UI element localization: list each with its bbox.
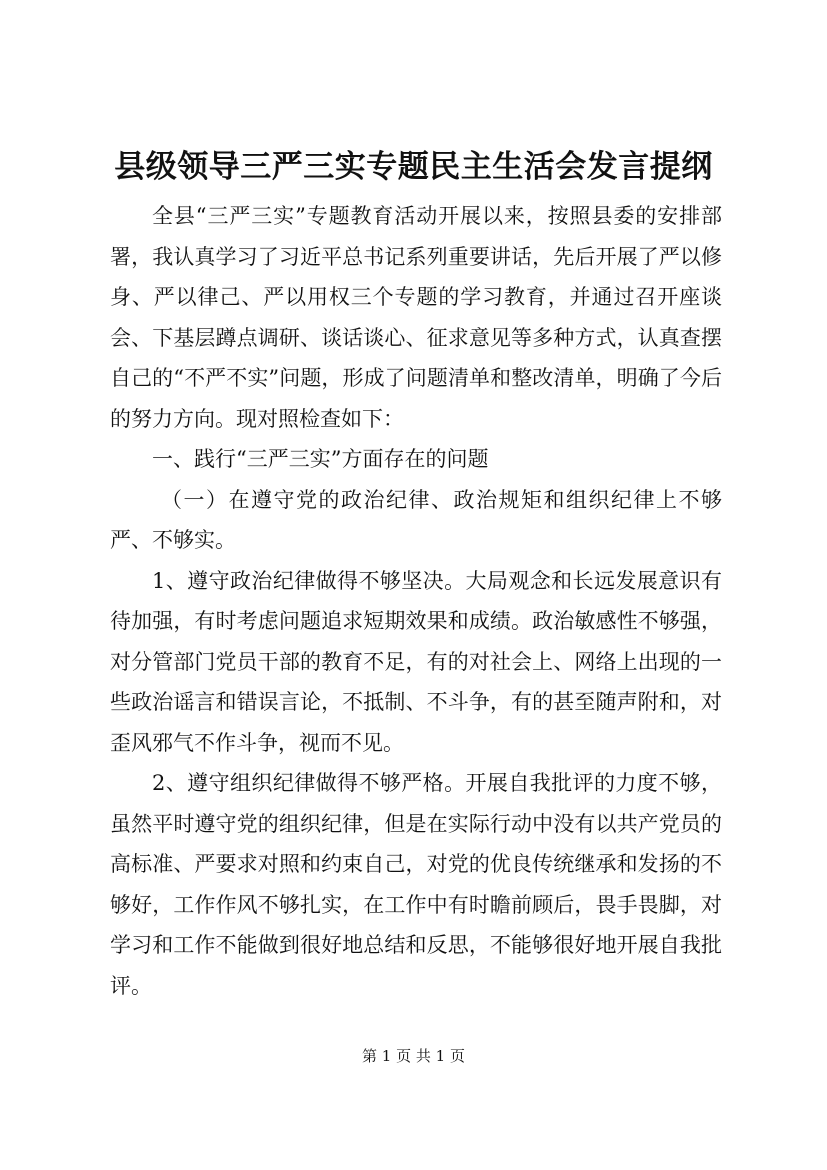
document-body	[110, 196, 722, 1006]
document-title: 县级领导三严三实专题民主生活会发言提纲	[114, 149, 713, 185]
item-paragraph-2: 2、遵守组织纪律做得不够严格。开展自我批评的力度不够，虽然平时遵守党的组织纪律，但是在实际行动中没有以共产党员的高标准、严要求对照和约束自己，对党的优良传统继承和发扬的不够好，工作作风不够扎实，在工作中有时瞻前顾后，畏手畏脚，对学习和工作不能做到很好地总结和反思，不能够很好地开展自我批评。	[110, 771, 722, 998]
page-footer: 第 1 页 共 1 页	[362, 1047, 465, 1065]
subsection-heading: （一）在遵守党的政治纪律、政治规矩和组织纪律上不够严、不够实。	[110, 487, 722, 552]
section-heading: 一、践行“三严三实”方面存在的问题	[152, 447, 489, 471]
intro-paragraph: 全县“三严三实”专题教育活动开展以来，按照县委的安排部署，我认真学习了习近平总书记系列重要讲话，先后开展了严以修身、严以律己、严以用权三个专题的学习教育，并通过召开座谈会、下基层蹲点调研、谈话谈心、征求意见等多种方式，认真查摆自己的“不严不实”问题，形成了问题清单和整改清单，明确了今后的努力方向。现对照检查如下：	[110, 204, 722, 431]
item-paragraph-1: 1、遵守政治纪律做得不够坚决。大局观念和长远发展意识有待加强，有时考虑问题追求短期效果和成绩。政治敏感性不够强，对分管部门党员干部的教育不足，有的对社会上、网络上出现的一些政治谣言和错误言论，不抵制、不斗争，有的甚至随声附和，对歪风邪气不作斗争，视而不见。	[110, 568, 722, 755]
